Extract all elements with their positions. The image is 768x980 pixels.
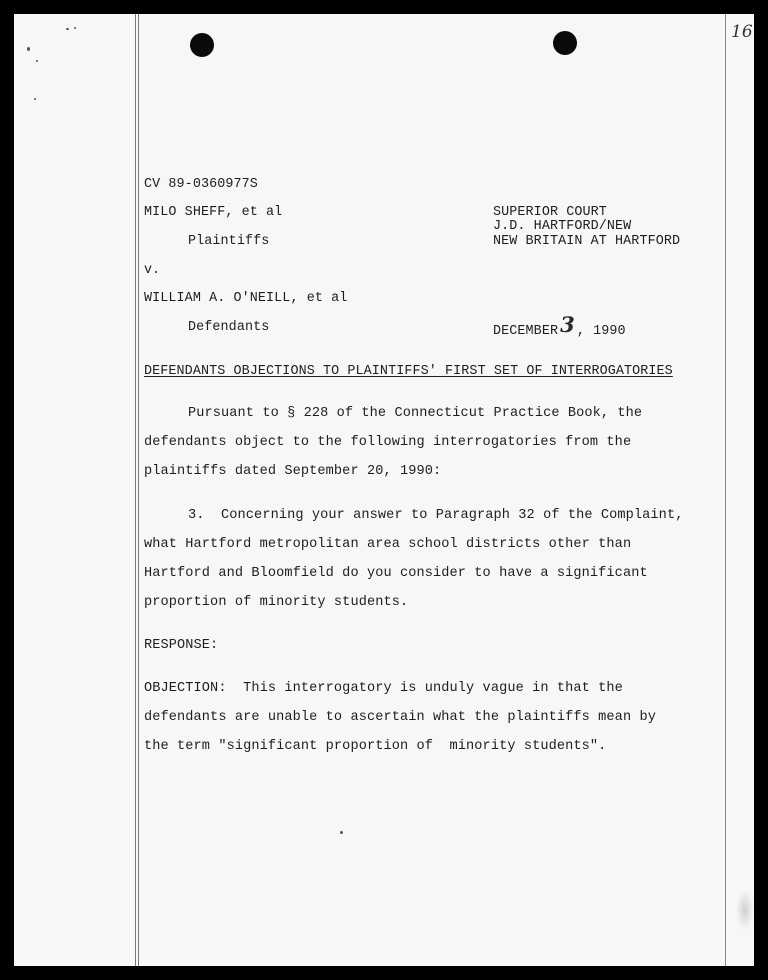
date-month: DECEMBER (493, 324, 559, 339)
intro-line-1: Pursuant to § 228 of the Connecticut Practice Book, the (188, 406, 643, 421)
response-label: RESPONSE: (144, 638, 219, 653)
interrogatory-line-3: Hartford and Bloomfield do you consider to have a significant (144, 566, 648, 581)
defendant-name: WILLIAM A. O'NEILL, et al (144, 291, 348, 306)
speck (66, 28, 69, 30)
date-year: , 1990 (576, 324, 626, 339)
filing-date (493, 312, 626, 339)
right-margin-rule (725, 14, 726, 966)
document-page (14, 14, 754, 966)
speck (27, 47, 30, 51)
intro-line-2: defendants object to the following interrogatories from the (144, 435, 632, 450)
interrogatory-line-2: what Hartford metropolitan area school districts other than (144, 537, 632, 552)
punch-hole-left (190, 33, 214, 57)
speck (36, 60, 38, 62)
handwritten-day: 3 (560, 312, 575, 337)
objection-line-3: the term "significant proportion of minority students". (144, 739, 607, 754)
versus: v. (144, 263, 161, 278)
plaintiff-name: MILO SHEFF, et al (144, 205, 283, 220)
speck (74, 27, 76, 29)
court-line-1: SUPERIOR COURT (493, 205, 607, 220)
plaintiff-role: Plaintiffs (188, 234, 270, 249)
left-margin-rule (135, 14, 136, 966)
objection-line-1: OBJECTION: This interrogatory is unduly vague in that the (144, 681, 623, 696)
court-line-2: J.D. HARTFORD/NEW (493, 219, 632, 234)
interrogatory-line-4: proportion of minority students. (144, 595, 409, 610)
document-title: DEFENDANTS OBJECTIONS TO PLAINTIFFS' FIRST SET OF INTERROGATORIES (144, 364, 673, 379)
interrogatory-line-1: 3. Concerning your answer to Paragraph 32 of the Complaint, (188, 508, 684, 523)
court-line-3: NEW BRITAIN AT HARTFORD (493, 234, 681, 249)
speck (340, 831, 343, 834)
speck (34, 98, 36, 100)
punch-hole-right (553, 31, 577, 55)
intro-line-3: plaintiffs dated September 20, 1990: (144, 464, 442, 479)
defendant-role: Defendants (188, 320, 270, 335)
page-mark: 16 (731, 22, 753, 42)
objection-line-2: defendants are unable to ascertain what the plaintiffs mean by (144, 710, 656, 725)
left-margin-rule-inner (138, 14, 139, 966)
smudge (736, 890, 754, 930)
case-number: CV 89-0360977S (144, 177, 258, 192)
